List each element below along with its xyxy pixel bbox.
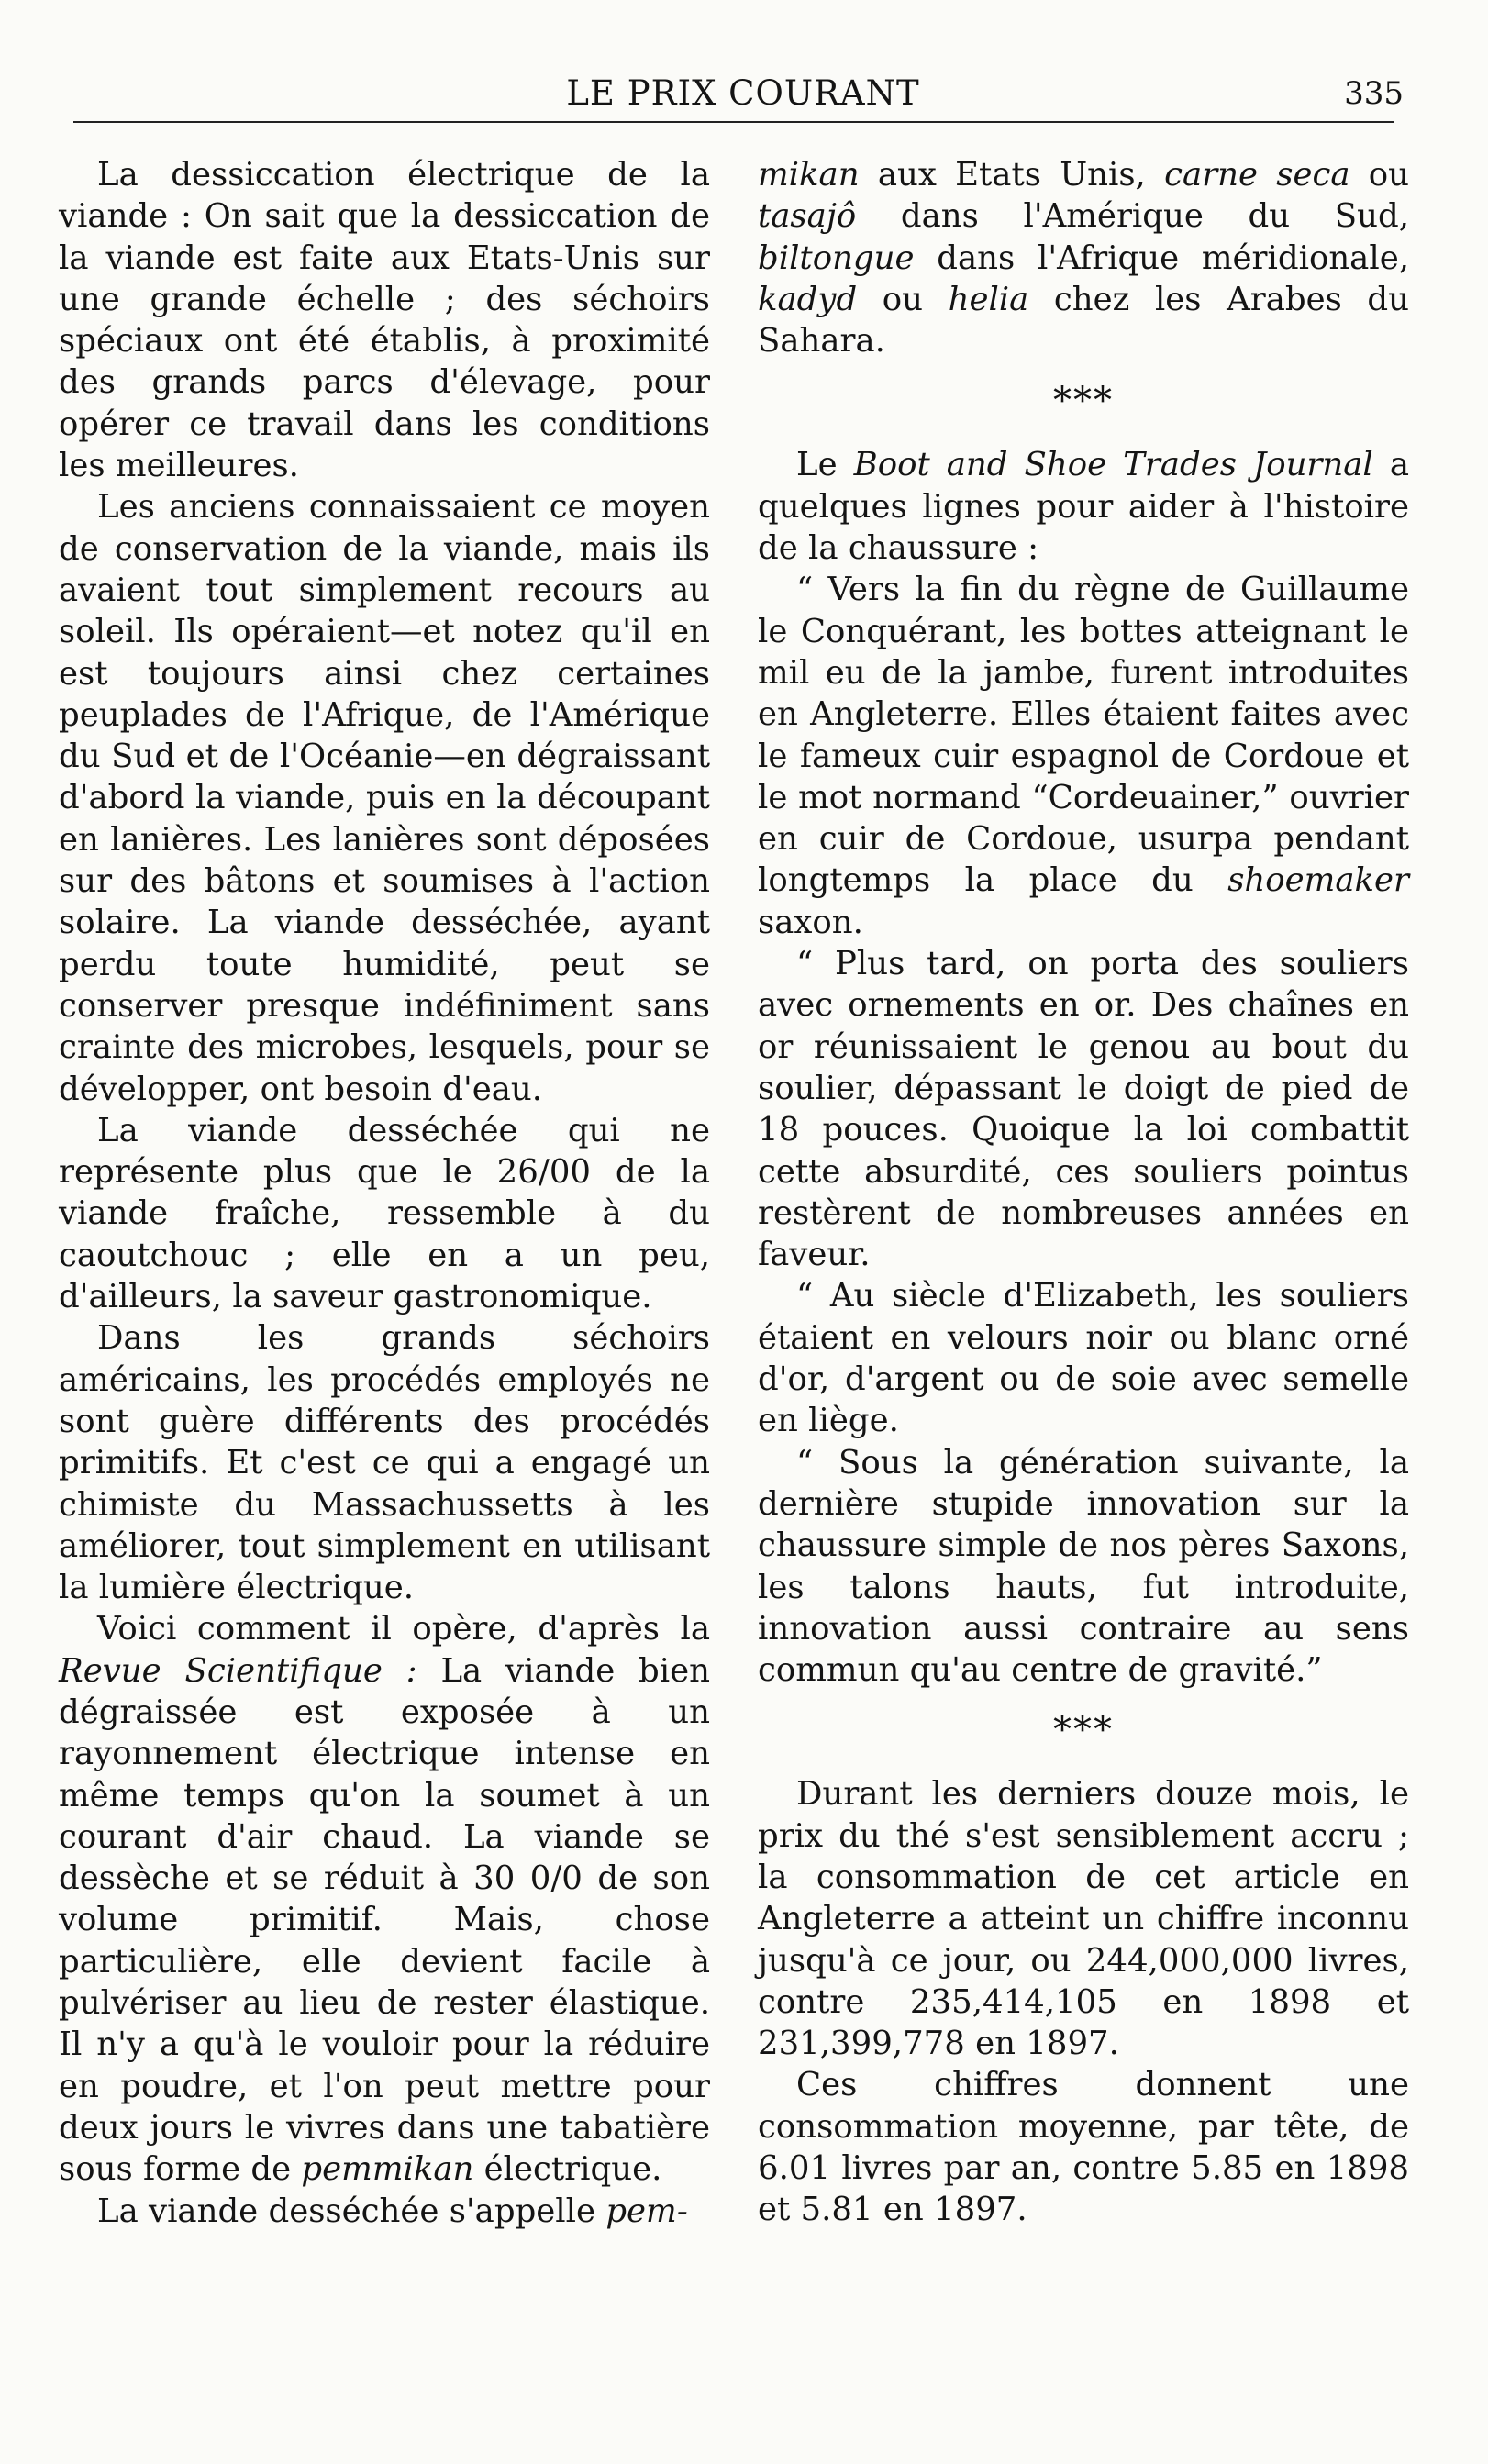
term-shoemaker: shoemaker <box>1227 861 1409 900</box>
citation-journal: Boot and Shoe Trades Journal <box>853 446 1373 484</box>
text-run: a quelques lignes pour aider à l'histoire de la chaussure : <box>758 446 1410 568</box>
text-run: saxon. <box>758 903 863 941</box>
text-run: La viande desséchée s'appelle <box>97 2192 606 2230</box>
paragraph-mikan <box>758 154 1409 361</box>
paragraph-generation: “ Sous la génération suivante, la dernière stupide innovation sur la chaussure simple de nos pères Saxons, les talons hauts, fut introduite, innovation aussi contraire au sens commun qu'au centre de gravité.” <box>758 1443 1409 1690</box>
paragraph-plus-tard: “ Plus tard, on porta des souliers avec ornements en or. Des chaînes en or réunissaient le genou au bout du soulier, dépassant le doigt de pied de 18 pouces. Quoique la loi combattit cette absurdité, ces souliers pointus restèrent de nombreuses années en faveur. <box>758 945 1409 1274</box>
term-pemmikan: pemmikan <box>301 2150 474 2189</box>
left-column <box>59 154 710 2232</box>
paragraph-elizabeth: “ Au siècle d'Elizabeth, les souliers étaient en velours noir ou blanc orné d'or, d'argent ou de soie avec semelle en liège. <box>758 1277 1409 1440</box>
paragraph-dessiccation: La dessiccation électrique de la viande : On sait que la dessiccation de la viande est faite aux Etats-Unis sur une grande échelle ; des séchoirs spéciaux ont été établis, à proximité des grands parcs d'élevage, pour opérer ce travail dans les conditions les meilleures. <box>59 156 710 485</box>
term-pem: pem- <box>605 2192 688 2230</box>
term-mikan: mikan <box>758 156 860 194</box>
paragraph-viande-dessechee: La viande desséchée qui ne représente plus que le 26/00 de la viande fraîche, ressemble à du caoutchouc ; elle en a un peu, d'ailleurs, la saveur gastronomique. <box>59 1111 710 1316</box>
text-run: Le <box>796 446 854 484</box>
right-column <box>758 154 1409 2231</box>
text-run: “ Vers la fin du règne de Guillaume le Conquérant, les bottes atteignant le mil eu de la jambe, furent introduites en Angleterre. Elles étaient faites avec le fameux cuir espagnol de Cordoue et le mot normand “Cordeuainer,” ouvrier en cuir de Cordoue, usurpa pendant longtemps la place du <box>758 571 1409 900</box>
paragraph-appelle <box>59 2191 710 2232</box>
paragraph-boot-and-shoe <box>758 444 1409 569</box>
text-run: chez les Arabes du Sahara. <box>758 280 1409 361</box>
paragraph-voici <box>59 1608 710 2190</box>
text-run: La viande bien dégraissée est exposée à un rayonnement électrique intense en même temps qu'on la soumet à un courant d'air chaud. La viande se dessèche et se réduit à 30 0/0 de son volume primitif. Mais, chose particulière, elle devient facile à pulvériser au lieu de rester élastique. Il n'y a qu'à le vouloir pour la réduire en poudre, et l'on peut mettre pour deux jours le vivres dans une tabatière sous forme de <box>59 1651 710 2189</box>
page-header <box>55 73 1431 119</box>
text-run: Voici comment il opère, d'après la <box>97 1610 710 1648</box>
text-run: dans l'Afrique méridionale, <box>914 239 1409 277</box>
paragraph-the: Durant les derniers douze mois, le prix du thé s'est sensiblement accru ; la consommation de cet article en Angleterre a atteint un chiffre inconnu jusqu'à ce jour, ou 244,000,000 livres, contre 235,414,105 en 1898 et 231,399,778 en 1897. <box>758 1775 1409 2063</box>
header-rule <box>73 121 1394 123</box>
term-kadyd: kadyd <box>758 280 858 318</box>
term-helia: helia <box>948 280 1029 318</box>
asterism-separator: *** <box>1053 380 1114 423</box>
term-tasajo: tasajô <box>758 197 857 236</box>
asterism-separator: *** <box>1053 1709 1114 1752</box>
text-run: électrique. <box>473 2150 662 2189</box>
term-carne-seca: carne seca <box>1164 156 1350 194</box>
paragraph-sechoirs: Dans les grands séchoirs américains, les procédés employés ne sont guère différents des procédés primitifs. Et c'est ce qui a engagé un chimiste du Massachussetts à les améliorer, tout simplement en utilisant la lumière électrique. <box>59 1319 710 1607</box>
text-run: aux Etats Unis, <box>859 156 1165 194</box>
term-biltongue: biltongue <box>758 239 915 277</box>
text-run: ou <box>1349 156 1410 194</box>
text-run: dans l'Amérique du Sud, <box>856 197 1409 236</box>
paragraph-anciens: Les anciens connaissaient ce moyen de conservation de la viande, mais ils avaient tout simplement recours au soleil. Ils opéraient—et notez qu'il en est toujours ainsi chez certaines peuplades de l'Afrique, de l'Amérique du Sud et de l'Océanie—en dégraissant d'abord la viande, puis en la découpant en lanières. Les lanières sont déposées sur des bâtons et soumises à l'action solaire. La viande desséchée, ayant perdu toute humidité, peut se conserver presque indéfiniment sans crainte des microbes, lesquels, pour se développer, ont besoin d'eau. <box>59 488 710 1108</box>
paragraph-chiffres: Ces chiffres donnent une consommation moyenne, par tête, de 6.01 livres par an, contre 5.85 en 1898 et 5.81 en 1897. <box>758 2066 1409 2229</box>
citation-revue: Revue Scientifique : <box>59 1651 417 1690</box>
running-title: LE PRIX COURANT <box>566 73 920 113</box>
paragraph-guillaume <box>758 569 1409 943</box>
page-number: 335 <box>1344 75 1404 112</box>
text-run: ou <box>857 280 949 318</box>
